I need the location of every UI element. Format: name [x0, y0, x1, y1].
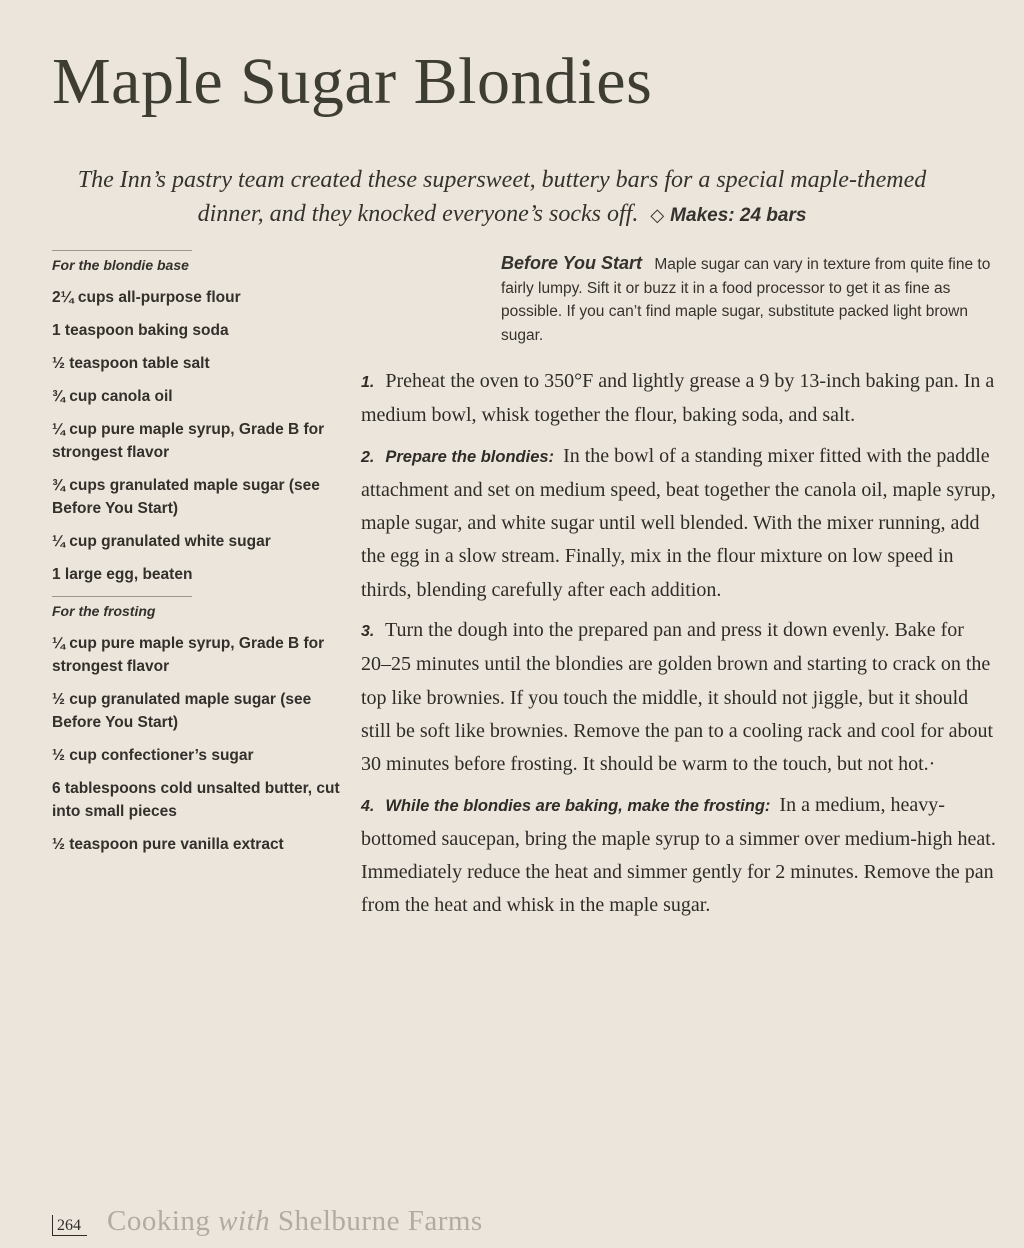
step-text: Turn the dough into the prepared pan and press it down evenly. Bake for 20–25 minutes until the blondies are golden brown and starting to crack on the top like brownies. If you touch the middle, it should not jiggle, but it should still be soft like brownies. Remove the pan to a cooling rack and cool for about 30 minutes before frosting. It should be warm to the touch, but not hot.·: [361, 619, 994, 776]
step-2: [361, 440, 996, 607]
method-steps: [361, 365, 996, 930]
step-text: Preheat the oven to 350°F and lightly grease a 9 by 13-inch baking pan. In a medium bowl, whisk together the flour, baking soda, and salt.: [361, 370, 995, 427]
step-number: 1.: [361, 374, 375, 391]
diamond-icon: ◇: [650, 205, 665, 226]
book-title-post: Shelburne Farms: [277, 1205, 483, 1237]
step-3: [361, 614, 996, 781]
ingredient-item: ½ cup confectioner’s sugar: [52, 747, 254, 764]
step-label: Prepare the blondies:: [385, 447, 555, 466]
step-text: In the bowl of a standing mixer fitted with the paddle attachment and set on medium speed, beat together the canola oil, maple syrup, maple sugar, and white sugar until well blended. With the mixer running, add the egg in a slow stream. Finally, mix in the flour mixture on low speed in thirds, blending carefully after each addition.: [361, 444, 996, 601]
book-title: [107, 1205, 483, 1238]
ingredients-column: [52, 250, 352, 866]
page-number: 264: [52, 1215, 87, 1236]
ingredient-item: 1 large egg, beaten: [52, 566, 193, 583]
step-number: 2.: [361, 448, 375, 466]
intro-text: The Inn’s pastry team created these supersweet, buttery bars for a special maple-themed dinner, and they knocked everyone’s socks off.: [77, 167, 927, 227]
ingredient-item: 2¼ cups all-purpose flour: [52, 289, 241, 306]
ingredients-base-heading: For the blondie base: [52, 250, 192, 273]
step-text: In a medium, heavy-bottomed saucepan, bring the maple syrup to a simmer over medium-high heat. Immediately reduce the heat and simmer gently for 2 minutes. Remove the pan from the heat and whisk in the maple sugar.: [361, 793, 996, 917]
ingredient-item: ¼ cup pure maple syrup, Grade B for strongest flavor: [52, 421, 325, 461]
before-you-start-text: Maple sugar can vary in texture from quite fine to fairly lumpy. Sift it or buzz it in a food processor to get it as fine as possible. If you can’t find maple sugar, substitute packed light brown sugar.: [501, 256, 991, 344]
book-title-mid: with: [218, 1205, 271, 1237]
before-you-start-label: Before You Start: [501, 253, 643, 273]
ingredient-item: 1 teaspoon baking soda: [52, 322, 229, 339]
step-4: [361, 789, 996, 923]
step-1: [361, 365, 996, 433]
ingredient-item: ½ cup granulated maple sugar (see Before You Start): [52, 691, 312, 731]
ingredient-item: ½ teaspoon table salt: [52, 355, 210, 372]
ingredient-item: ¼ cup pure maple syrup, Grade B for strongest flavor: [52, 635, 325, 675]
step-label: While the blondies are baking, make the frosting:: [385, 796, 771, 815]
ingredient-item: ¼ cup granulated white sugar: [52, 533, 271, 550]
step-number: 4.: [361, 797, 375, 815]
recipe-intro: [52, 163, 952, 233]
ingredient-item: ½ teaspoon pure vanilla extract: [52, 836, 284, 853]
before-you-start: [501, 252, 991, 347]
ingredient-item: 6 tablespoons cold unsalted butter, cut into small pieces: [52, 780, 340, 820]
recipe-title: Maple Sugar Blondies: [52, 45, 653, 118]
ingredients-frosting-heading: For the frosting: [52, 596, 192, 619]
yield-text: Makes: 24 bars: [670, 205, 807, 226]
page-footer: [52, 1205, 483, 1238]
ingredient-item: ¾ cup canola oil: [52, 388, 173, 405]
ingredient-item: ¾ cups granulated maple sugar (see Before You Start): [52, 477, 320, 517]
book-title-pre: Cooking: [107, 1205, 211, 1237]
step-number: 3.: [361, 623, 375, 641]
